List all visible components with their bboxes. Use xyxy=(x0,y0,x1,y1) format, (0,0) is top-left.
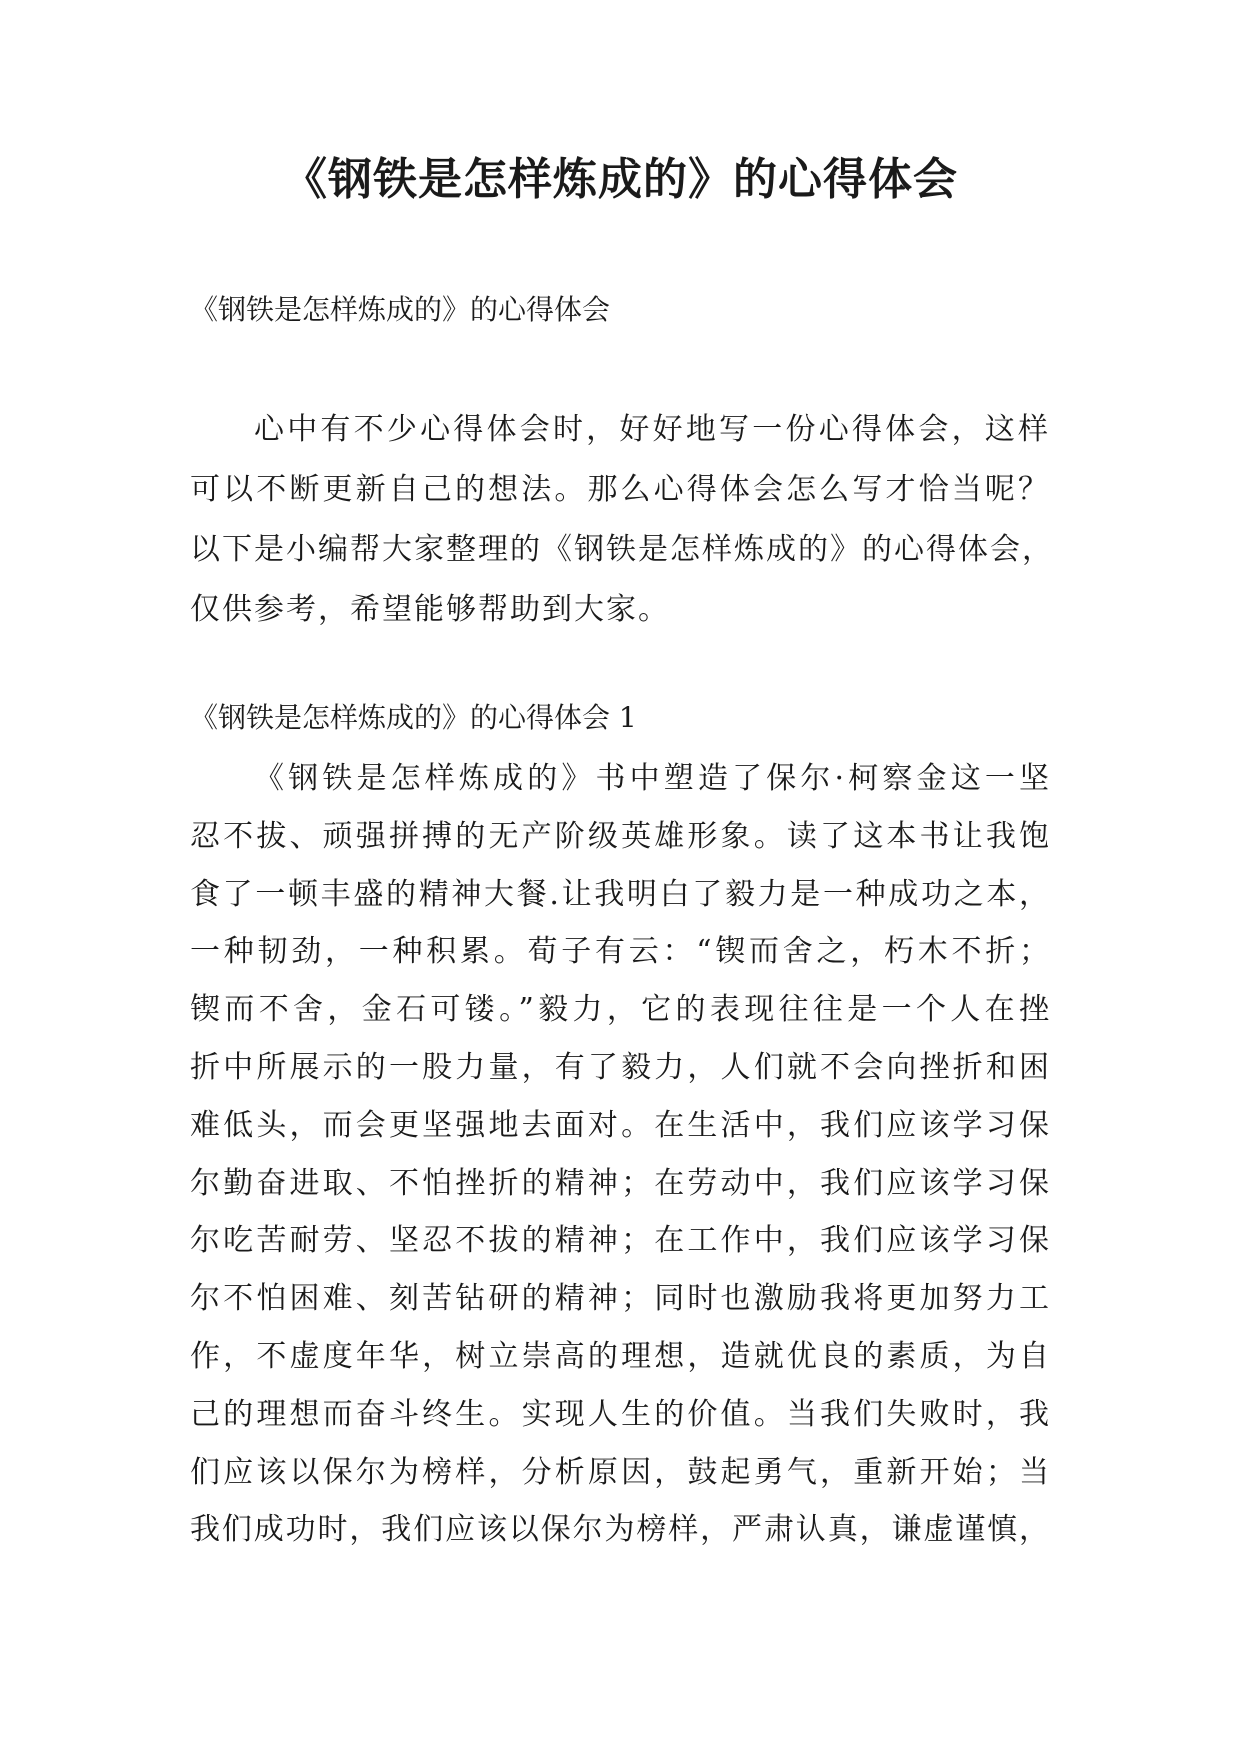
section-1-paragraph xyxy=(190,750,1050,1559)
intro-paragraph xyxy=(190,400,1054,640)
body-line: 作，不虚度年华，树立崇高的理想，造就优良的素质，为自 xyxy=(190,1338,1050,1374)
body-line: 己的理想而奋斗终生。实现人生的价值。当我们失败时，我 xyxy=(190,1396,1050,1432)
document-subtitle: 《钢铁是怎样炼成的》的心得体会 xyxy=(190,293,611,326)
body-line: 尔不怕困难、刻苦钻研的精神；同时也激励我将更加努力工 xyxy=(190,1281,1050,1317)
intro-line: 心中有不少心得体会时，好好地写一份心得体会，这样 xyxy=(254,412,1050,447)
body-line: 尔勤奋进取、不怕挫折的精神；在劳动中，我们应该学习保 xyxy=(190,1165,1050,1201)
body-line: 尔吃苦耐劳、坚忍不拔的精神；在工作中，我们应该学习保 xyxy=(190,1223,1050,1259)
body-line: 我们成功时，我们应该以保尔为榜样，严肃认真，谦虚谨慎， xyxy=(190,1512,1050,1548)
intro-line: 可以不断更新自己的想法。那么心得体会怎么写才恰当呢？ xyxy=(190,472,1050,507)
intro-line: 仅供参考，希望能够帮助到大家。 xyxy=(190,592,670,627)
section-heading: 《钢铁是怎样炼成的》的心得体会 1 xyxy=(190,701,637,734)
body-line: 忍不拔、顽强拼搏的无产阶级英雄形象。读了这本书让我饱 xyxy=(190,818,1050,854)
body-line: 难低头，而会更坚强地去面对。在生活中，我们应该学习保 xyxy=(190,1107,1050,1143)
body-line: 们应该以保尔为榜样，分析原因，鼓起勇气，重新开始；当 xyxy=(190,1454,1050,1490)
intro-line: 以下是小编帮大家整理的《钢铁是怎样炼成的》的心得体会， xyxy=(190,532,1054,567)
body-line: 折中所展示的一股力量，有了毅力，人们就不会向挫折和困 xyxy=(190,1049,1050,1085)
body-line: 《钢铁是怎样炼成的》书中塑造了保尔·柯察金这一坚 xyxy=(254,761,1050,796)
body-line: 锲而不舍，金石可镂。”毅力，它的表现往往是一个人在挫 xyxy=(190,992,1050,1028)
body-line: 食了一顿丰盛的精神大餐.让我明白了毅力是一种成功之本， xyxy=(190,876,1050,912)
body-line: 一种韧劲，一种积累。荀子有云：“锲而舍之，朽木不折； xyxy=(190,934,1050,970)
document-title: 《钢铁是怎样炼成的》的心得体会 xyxy=(283,154,958,205)
